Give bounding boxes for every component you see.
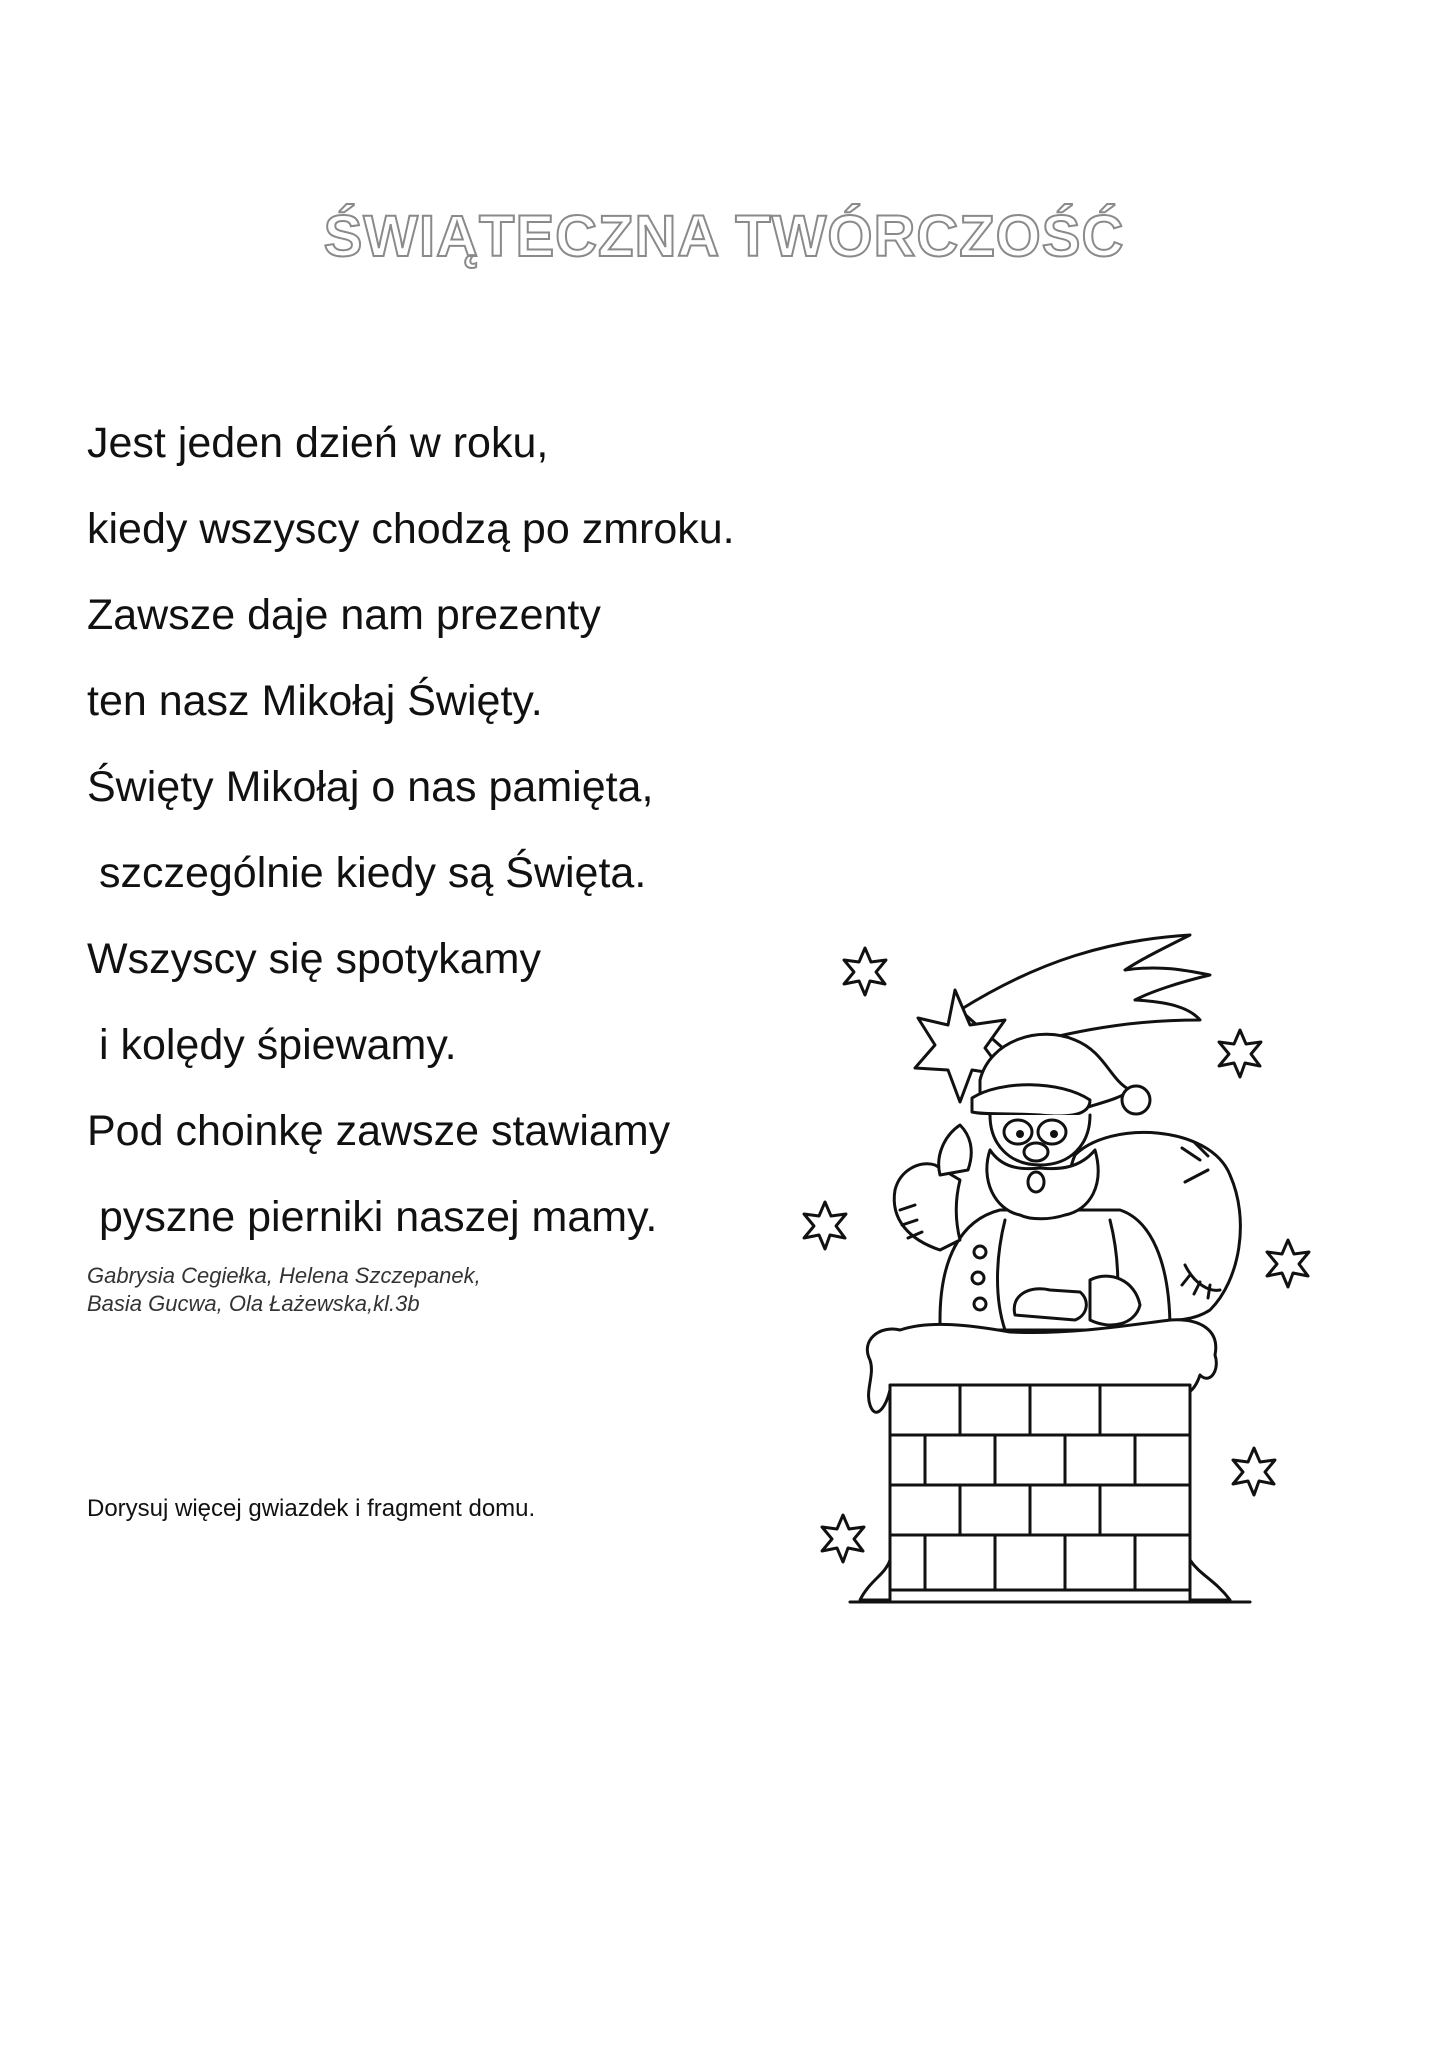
star-icon	[822, 1515, 864, 1562]
star-icon	[1267, 1240, 1309, 1287]
poem-line: kiedy wszyscy chodzą po zmroku.	[87, 505, 735, 553]
santa-chimney-drawing	[790, 920, 1330, 1620]
santa-illustration	[790, 920, 1330, 1620]
drawing-instruction: Dorysuj więcej gwiazdek i fragment domu.	[87, 1495, 536, 1522]
poem-line: szczególnie kiedy są Święta.	[87, 849, 647, 897]
chimney	[850, 1385, 1250, 1602]
poem-line: Święty Mikołaj o nas pamięta,	[87, 763, 654, 811]
authors-line: Basia Gucwa, Ola Łażewska,kl.3b	[87, 1291, 420, 1316]
poem-line: ten nasz Mikołaj Święty.	[87, 677, 543, 725]
poem-line: Pod choinkę zawsze stawiamy	[87, 1107, 671, 1155]
poem-line: Jest jeden dzień w roku,	[87, 419, 549, 467]
poem	[87, 400, 735, 1260]
page-title: ŚWIĄTECZNA TWÓRCZOŚĆ	[323, 204, 1125, 269]
poem-line: Zawsze daje nam prezenty	[87, 591, 601, 639]
poem-line: i kolędy śpiewamy.	[87, 1021, 457, 1069]
star-icon	[1219, 1030, 1261, 1077]
poem-line: Wszyscy się spotykamy	[87, 935, 541, 983]
authors-credit	[87, 1262, 481, 1318]
star-icon	[844, 948, 886, 995]
star-icon	[1233, 1448, 1275, 1495]
poem-line: pyszne pierniki naszej mamy.	[87, 1193, 658, 1241]
star-icon	[804, 1202, 846, 1249]
authors-line: Gabrysia Cegiełka, Helena Szczepanek,	[87, 1263, 481, 1288]
